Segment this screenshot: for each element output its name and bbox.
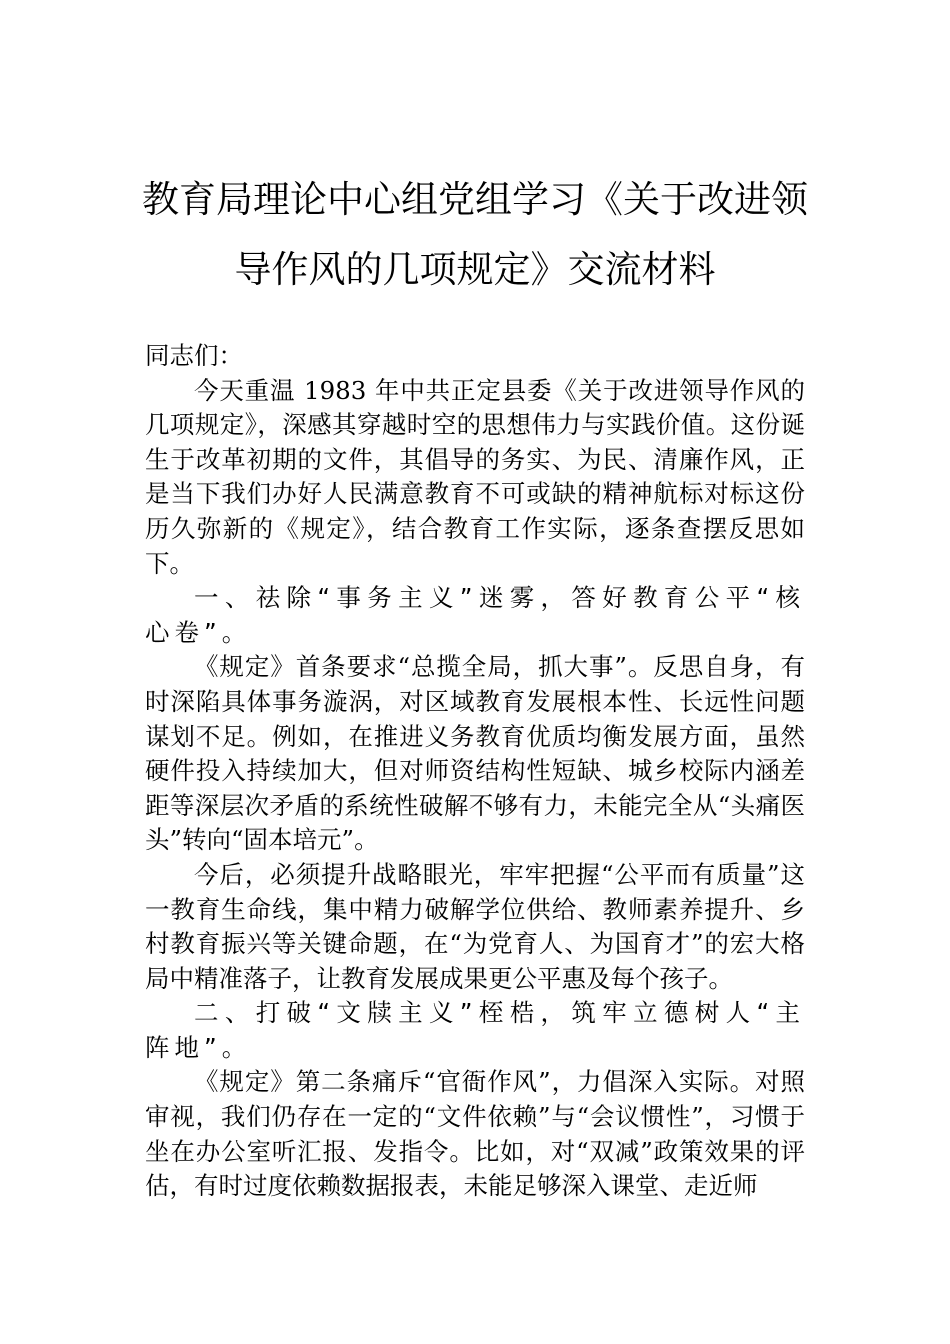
document-title-line-2: 导作风的几项规定》交流材料 <box>234 248 716 291</box>
paragraph-3: 《规定》第二条痛斥“官衙作风”，力倡深入实际。对照审视，我们仍存在一定的“文件依赖”与“会议惯性”，习惯于坐在办公室听汇报、发指令。比如，对“双减”政策效果的评估，有时过度依赖数据报表，未能足够深入课堂、走近师 <box>145 1067 805 1201</box>
section-heading-1: 一、祛除“事务主义”迷雾，答好教育公平“核心卷”。 <box>145 583 805 647</box>
document-body <box>145 339 805 1204</box>
salutation: 同志们： <box>145 341 243 370</box>
paragraph-intro: 今天重温 1983 年中共正定县委《关于改进领导作风的几项规定》，深感其穿越时空的思想伟力与实践价值。这份诞生于改革初期的文件，其倡导的务实、为民、清廉作风，正是当下我们办好人民满意教育不可或缺的精神航标对标这份历久弥新的《规定》，结合教育工作实际，逐条查摆反思如下。 <box>145 375 805 578</box>
section-heading-2: 二、打破“文牍主义”桎梏，筑牢立德树人“主阵地”。 <box>145 998 805 1062</box>
document-title-line-1: 教育局理论中心组党组学习《关于改进领 <box>142 178 808 221</box>
paragraph-1: 《规定》首条要求“总揽全局，抓大事”。反思自身，有时深陷具体事务漩涡，对区域教育发展根本性、长远性问题谋划不足。例如，在推进义务教育优质均衡发展方面，虽然硬件投入持续加大，但对师资结构性短缺、城乡校际内涵差距等深层次矛盾的系统性破解不够有力，未能完全从“头痛医头”转向“固本培元”。 <box>145 652 805 855</box>
paragraph-2: 今后，必须提升战略眼光，牢牢把握“公平而有质量”这一教育生命线，集中精力破解学位供给、教师素养提升、乡村教育振兴等关键命题，在“为党育人、为国育才”的宏大格局中精准落子，让教育发展成果更公平惠及每个孩子。 <box>145 859 805 993</box>
